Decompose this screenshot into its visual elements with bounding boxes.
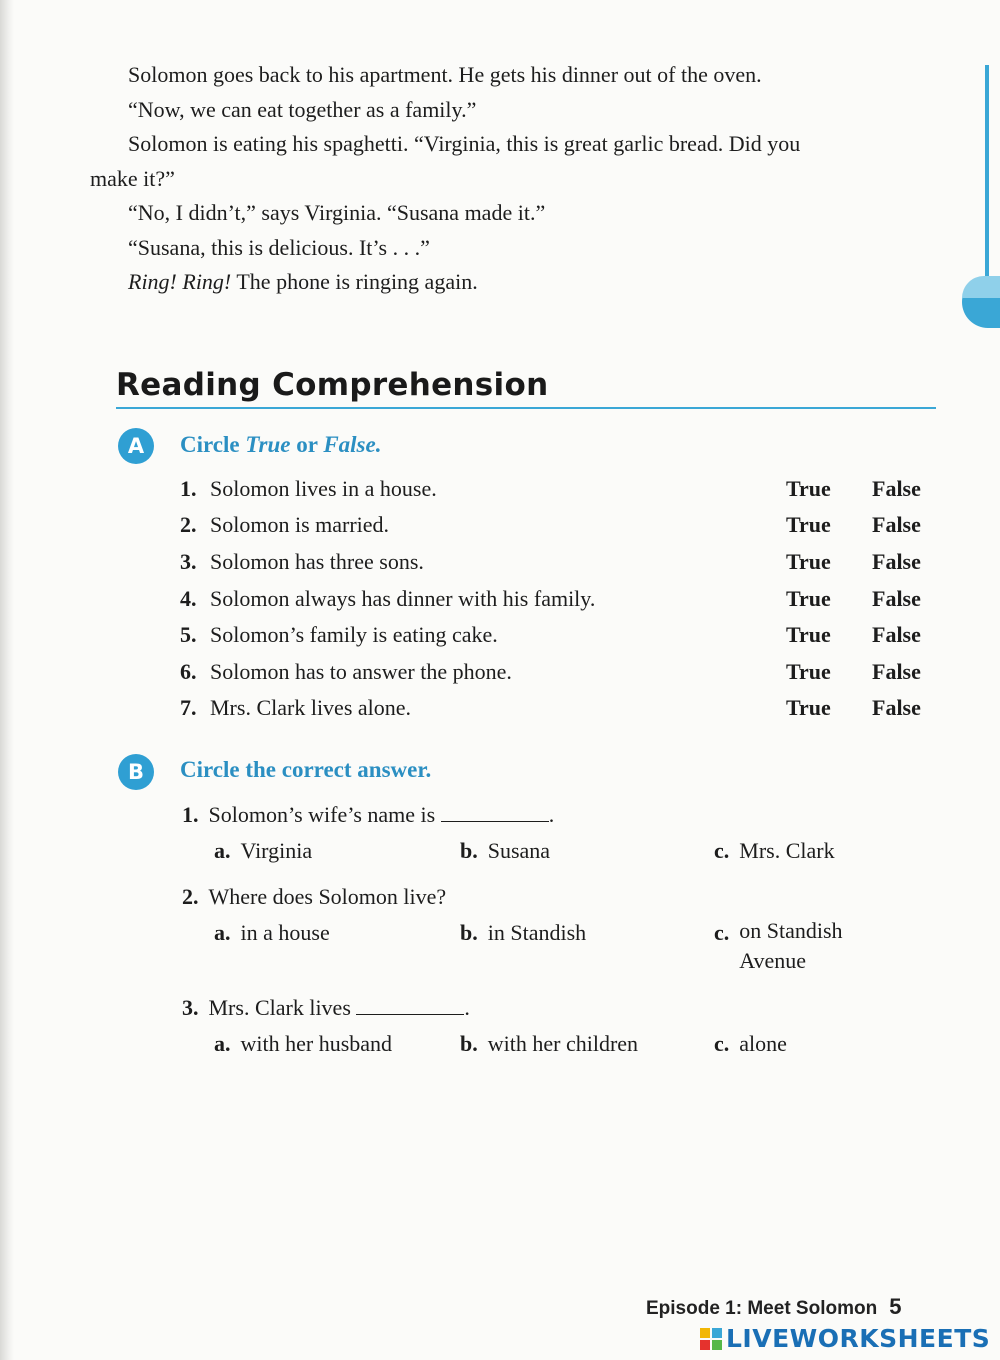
option-text: in a house bbox=[240, 920, 330, 945]
tf-number: 4. bbox=[180, 586, 197, 611]
tf-question bbox=[180, 476, 940, 506]
part-b-badge: B bbox=[118, 754, 154, 790]
true-option[interactable]: True bbox=[786, 512, 831, 537]
ring-text: Ring! Ring! bbox=[128, 269, 232, 294]
tf-statement: Solomon is married. bbox=[210, 512, 390, 537]
story-line: “Susana, this is delicious. It’s . . .” bbox=[128, 235, 430, 260]
story-line: Solomon goes back to his apartment. He gets his dinner out of the oven. bbox=[128, 62, 762, 87]
mc-question bbox=[182, 884, 446, 910]
tf-question bbox=[180, 549, 940, 579]
brand-logo bbox=[700, 1324, 990, 1353]
part-a-instruction bbox=[180, 432, 381, 458]
option-letter: c. bbox=[714, 920, 730, 945]
tf-statement: Solomon always has dinner with his family. bbox=[210, 586, 596, 611]
brand-mark-icon bbox=[700, 1328, 722, 1350]
story-line-last bbox=[128, 269, 478, 295]
question-text: Mrs. Clark lives bbox=[208, 995, 357, 1020]
page-binding-shadow bbox=[0, 0, 14, 1360]
tf-statement: Solomon lives in a house. bbox=[210, 476, 437, 501]
true-option[interactable]: True bbox=[786, 476, 831, 501]
tf-question bbox=[180, 512, 940, 542]
answer-option[interactable] bbox=[714, 1031, 787, 1057]
option-letter: b. bbox=[460, 1031, 478, 1056]
tf-question bbox=[180, 659, 940, 689]
instruction-mid: or bbox=[290, 432, 324, 457]
tf-question bbox=[180, 622, 940, 652]
tf-number: 6. bbox=[180, 659, 197, 684]
question-text: Solomon’s wife’s name is bbox=[208, 802, 441, 827]
tf-question bbox=[180, 695, 940, 725]
tf-number: 7. bbox=[180, 695, 197, 720]
false-option[interactable]: False bbox=[872, 622, 921, 647]
false-option[interactable]: False bbox=[872, 586, 921, 611]
page-footer bbox=[646, 1294, 901, 1320]
option-text: alone bbox=[739, 1031, 787, 1056]
brand-name: LIVEWORKSHEETS bbox=[726, 1324, 991, 1353]
option-letter: c. bbox=[714, 838, 730, 863]
tf-number: 1. bbox=[180, 476, 197, 501]
true-option[interactable]: True bbox=[786, 659, 831, 684]
chapter-tab-marker bbox=[962, 276, 1000, 328]
instruction-false: False. bbox=[323, 432, 382, 457]
option-letter: b. bbox=[460, 920, 478, 945]
answer-blank bbox=[356, 996, 464, 1015]
story-line-rest: The phone is ringing again. bbox=[231, 269, 478, 294]
story-line: “Now, we can eat together as a family.” bbox=[128, 97, 477, 122]
answer-option[interactable] bbox=[214, 838, 312, 864]
section-divider bbox=[116, 407, 936, 409]
answer-blank bbox=[441, 803, 549, 822]
true-option[interactable]: True bbox=[786, 549, 831, 574]
part-b-instruction: Circle the correct answer. bbox=[180, 757, 432, 782]
question-number: 1. bbox=[182, 802, 199, 827]
option-letter: b. bbox=[460, 838, 478, 863]
tf-statement: Mrs. Clark lives alone. bbox=[210, 695, 412, 720]
tf-number: 2. bbox=[180, 512, 197, 537]
option-text: Susana bbox=[487, 838, 551, 863]
false-option[interactable]: False bbox=[872, 695, 921, 720]
tf-number: 3. bbox=[180, 549, 197, 574]
false-option[interactable]: False bbox=[872, 512, 921, 537]
answer-option[interactable] bbox=[214, 920, 330, 946]
story-line: “No, I didn’t,” says Virginia. “Susana made it.” bbox=[128, 200, 546, 225]
tf-statement: Solomon has three sons. bbox=[210, 549, 424, 574]
page-number: 5 bbox=[889, 1294, 902, 1319]
question-number: 2. bbox=[182, 884, 199, 909]
false-option[interactable]: False bbox=[872, 476, 921, 501]
answer-option[interactable] bbox=[460, 838, 550, 864]
answer-option[interactable] bbox=[460, 920, 586, 946]
option-letter: c. bbox=[714, 1031, 730, 1056]
question-text: Where does Solomon live? bbox=[208, 884, 447, 909]
false-option[interactable]: False bbox=[872, 549, 921, 574]
question-end: . bbox=[464, 995, 470, 1020]
story-line: Solomon is eating his spaghetti. “Virginia, this is great garlic bread. Did you bbox=[128, 131, 801, 156]
option-text: on Standish Avenue bbox=[739, 918, 843, 973]
tf-statement: Solomon has to answer the phone. bbox=[210, 659, 512, 684]
true-option[interactable]: True bbox=[786, 622, 831, 647]
story-line: make it?” bbox=[90, 166, 175, 191]
mc-question bbox=[182, 802, 554, 828]
answer-option[interactable] bbox=[460, 1031, 638, 1057]
option-text: Virginia bbox=[240, 838, 313, 863]
true-option[interactable]: True bbox=[786, 695, 831, 720]
mc-question bbox=[182, 995, 470, 1021]
answer-option[interactable] bbox=[714, 920, 899, 976]
instruction-true: True bbox=[245, 432, 291, 457]
part-a-badge: A bbox=[118, 428, 154, 464]
tf-question bbox=[180, 586, 940, 616]
tf-statement: Solomon’s family is eating cake. bbox=[210, 622, 498, 647]
option-text: with her husband bbox=[240, 1031, 393, 1056]
option-text: in Standish bbox=[487, 920, 587, 945]
question-number: 3. bbox=[182, 995, 199, 1020]
answer-option[interactable] bbox=[214, 1031, 392, 1057]
tf-number: 5. bbox=[180, 622, 197, 647]
instruction-pre: Circle bbox=[180, 432, 246, 457]
option-text: Mrs. Clark bbox=[739, 838, 835, 863]
false-option[interactable]: False bbox=[872, 659, 921, 684]
section-title: Reading Comprehension bbox=[116, 367, 549, 403]
option-letter: a. bbox=[214, 838, 231, 863]
option-text: with her children bbox=[487, 1031, 639, 1056]
question-end: . bbox=[548, 802, 555, 827]
option-letter: a. bbox=[214, 1031, 231, 1056]
option-letter: a. bbox=[214, 920, 231, 945]
true-option[interactable]: True bbox=[786, 586, 831, 611]
episode-title: Episode 1: Meet Solomon bbox=[646, 1298, 878, 1319]
answer-option[interactable] bbox=[714, 838, 835, 864]
